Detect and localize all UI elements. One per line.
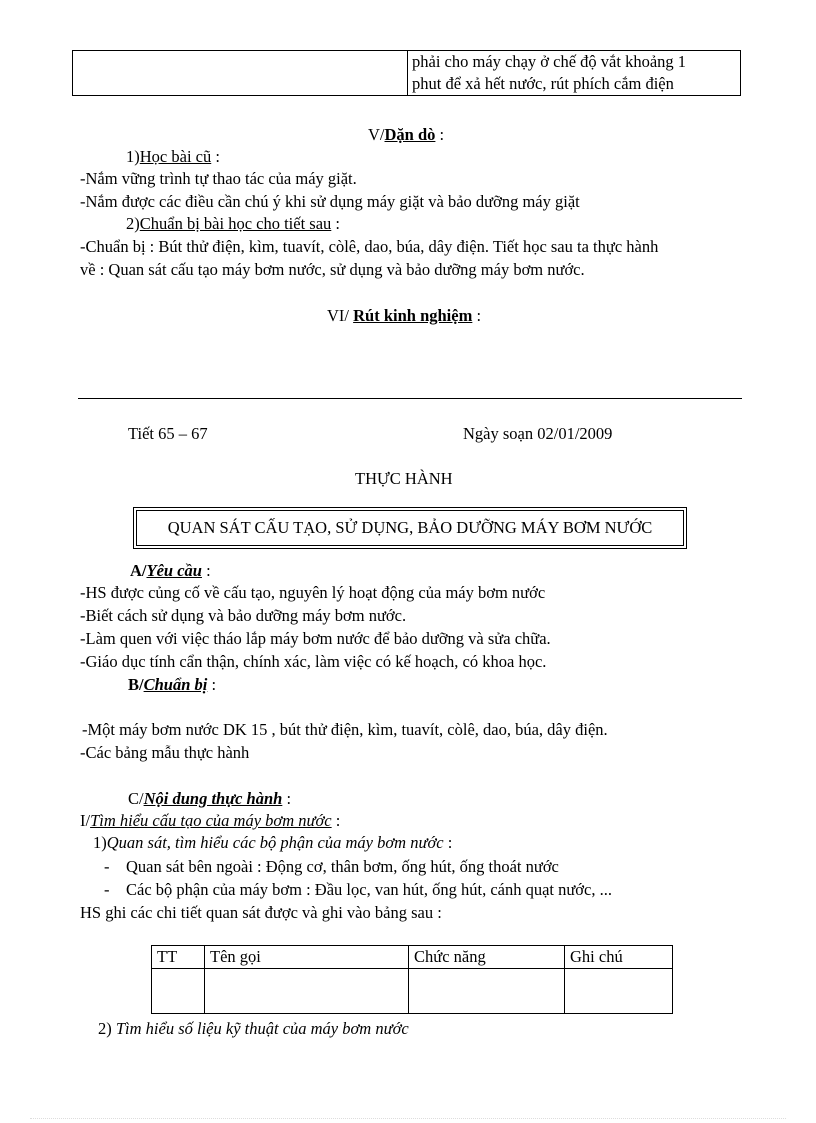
continued-table (72, 50, 741, 96)
item-suffix: : (211, 147, 220, 166)
horizontal-rule (78, 398, 742, 399)
text-line: -Nắm được các điều cần chú ý khi sử dụng máy giặt và bảo dưỡng máy giặt (80, 192, 580, 211)
bullet-dash-icon: - (104, 880, 110, 899)
text-line: -Chuẩn bị : Bút thử điện, kìm, tuavít, còlê, dao, búa, dây điện. Tiết học sau ta thực hành (80, 237, 659, 256)
item-suffix: : (443, 833, 453, 852)
item-label: Chuẩn bị bài học cho tiết sau (139, 214, 332, 233)
page-bottom-divider (30, 1118, 786, 1119)
section-6-heading (327, 305, 481, 327)
item-2-heading (98, 1018, 409, 1040)
bullet-text: Quan sát bên ngoài : Động cơ, thân bơm, ống hút, ống thoát nước (126, 857, 559, 876)
section-prefix: V/ (368, 125, 385, 144)
part-title: Nội dung thực hành (143, 789, 283, 808)
lesson-date: Ngày soạn 02/01/2009 (463, 424, 613, 443)
continued-table-right-cell (408, 51, 741, 96)
item-number: 2) (126, 214, 140, 233)
part-prefix: C/ (128, 789, 144, 808)
part-title: Chuẩn bị (143, 675, 208, 694)
cell-line: phải cho máy chạy ở chế độ vắt khoảng 1 (412, 52, 687, 71)
table-cell (205, 969, 409, 1014)
instruction-note: HS ghi các chi tiết quan sát được và ghi vào bảng sau : (80, 903, 442, 922)
subheading-old-lesson (126, 146, 220, 168)
table-cell (565, 969, 673, 1014)
section-title: Dặn dò (384, 125, 436, 144)
list-item: -Một máy bơm nước DK 15 , bút thử điện, kìm, tuavít, còlê, dao, búa, dây điện. (82, 720, 608, 739)
continued-table-left-cell (73, 51, 408, 96)
item-1-heading (93, 832, 452, 854)
table-header-row (152, 946, 673, 969)
item-number: 1) (93, 833, 107, 852)
subsection-1-heading (80, 810, 340, 832)
lesson-title-box (133, 507, 687, 549)
subsection-prefix: I/ (80, 811, 91, 830)
part-b-heading (128, 674, 216, 696)
list-item: -Biết cách sử dụng và bảo dưỡng máy bơm nước. (80, 606, 407, 625)
item-number: 1) (126, 147, 140, 166)
table-header-cell: Ghi chú (565, 946, 673, 969)
section-suffix: : (435, 125, 445, 144)
list-item: -HS được củng cố về cấu tạo, nguyên lý hoạt động của máy bơm nước (80, 583, 546, 602)
bullet-text: Các bộ phận của máy bơm : Đầu lọc, van hút, ống hút, cánh quạt nước, ... (126, 880, 612, 899)
text-line: về : Quan sát cấu tạo máy bơm nước, sử dụng và bảo dưỡng máy bơm nước. (80, 260, 585, 279)
list-item: -Giáo dục tính cẩn thận, chính xác, làm việc có kế hoạch, có khoa học. (80, 652, 547, 671)
part-prefix: A/ (130, 561, 147, 580)
item-label: Tìm hiểu số liệu kỹ thuật của máy bơm nước (115, 1019, 409, 1038)
part-prefix: B/ (128, 675, 144, 694)
part-suffix: : (282, 789, 292, 808)
subsection-title: Tìm hiểu cấu tạo của máy bơm nước (90, 811, 332, 830)
table-cell (152, 969, 205, 1014)
table-header-cell: Tên gọi (205, 946, 409, 969)
lesson-type: THỰC HÀNH (355, 469, 453, 488)
item-suffix: : (331, 214, 341, 233)
part-suffix: : (201, 561, 211, 580)
section-5-heading (368, 124, 444, 146)
subsection-suffix: : (331, 811, 341, 830)
subheading-next-lesson (126, 213, 340, 235)
bullet-item (104, 856, 559, 878)
part-suffix: : (207, 675, 217, 694)
section-prefix: VI/ (327, 306, 354, 325)
lesson-period: Tiết 65 – 67 (128, 424, 208, 443)
bullet-dash-icon: - (104, 857, 110, 876)
part-a-heading (130, 560, 211, 582)
item-label: Quan sát, tìm hiểu các bộ phận của máy bơm nước (106, 833, 444, 852)
part-title: Yêu cầu (146, 561, 202, 580)
table-cell (409, 969, 565, 1014)
list-item: -Các bảng mẫu thực hành (80, 743, 250, 762)
table-header-cell: Chức năng (409, 946, 565, 969)
section-title: Rút kinh nghiệm (353, 306, 473, 325)
part-c-heading (128, 788, 291, 810)
item-number: 2) (98, 1019, 116, 1038)
item-label: Học bài cũ (139, 147, 212, 166)
bullet-item (104, 879, 612, 901)
section-suffix: : (472, 306, 482, 325)
table-row (152, 969, 673, 1014)
text-line: -Nắm vững trình tự thao tác của máy giặt. (80, 169, 357, 188)
cell-line: phut để xả hết nước, rút phích cắm điện (412, 74, 674, 93)
lesson-title: QUAN SÁT CẤU TẠO, SỬ DỤNG, BẢO DƯỠNG MÁY BƠM NƯỚC (136, 510, 684, 546)
list-item: -Làm quen với việc tháo lắp máy bơm nước để bảo dưỡng và sửa chữa. (80, 629, 551, 648)
table-header-cell: TT (152, 946, 205, 969)
observation-table (151, 945, 673, 1014)
